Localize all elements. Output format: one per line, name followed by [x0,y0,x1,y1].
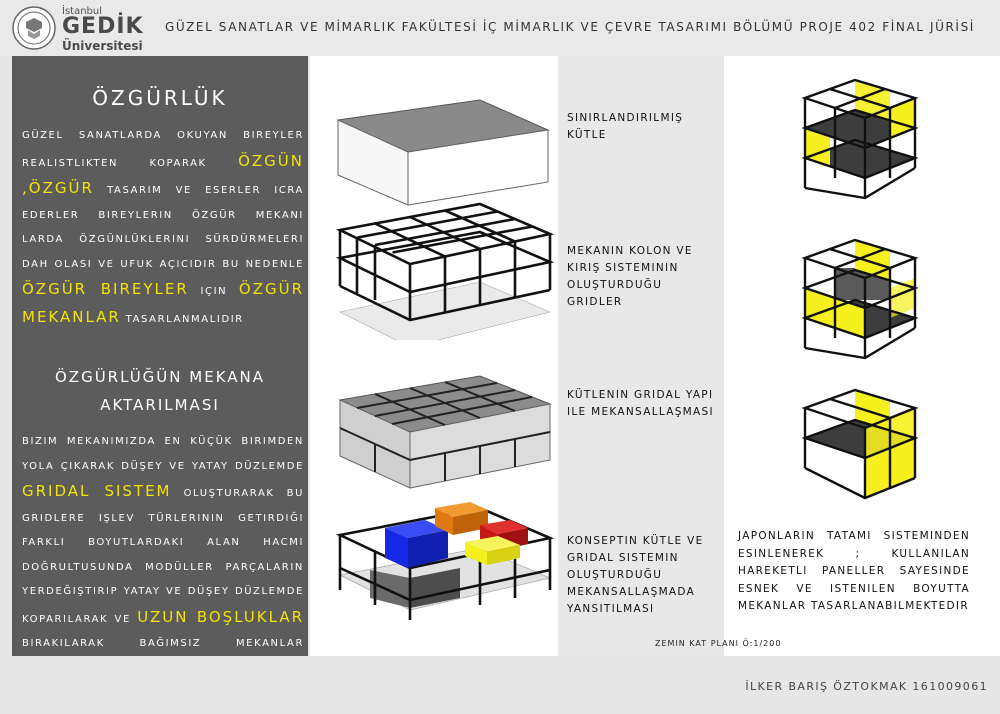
p1-highlight-1: ÖZGÜN ,ÖZGÜR [22,151,304,197]
p2-text-a: BIZIM MEKANIMIZDA EN KÜÇÜK BIRIMDEN YOLA ÇIKARAK DÜŞEY VE YATAY DÜZLEMDE [22,436,304,472]
p1-highlight-2: ÖZGÜR BIREYLER [22,280,189,298]
title-transfer-1: ÖZGÜRLÜĞÜN MEKANA [54,368,266,386]
logo-name: GEDİK [62,14,144,39]
tatami-cube-1 [795,70,925,200]
university-logo [12,6,152,52]
diagram-mass-with-grid [330,370,570,500]
p1-text-a: GÜZEL SANATLARDA OKUYAN BIREYLER REALISTLIKTEN KOPARAK [22,130,304,169]
p2-highlight-2: UZUN BOŞLUKLAR [137,607,305,626]
title-transfer-2: AKTARILMASI [100,396,220,414]
paragraph-transfer [22,430,304,681]
title-freedom: ÖZGÜRLÜK [92,86,228,110]
author-name: İLKER BARIŞ ÖZTOKMAK 161009061 [745,680,988,693]
logo-city: İstanbul [62,6,103,17]
caption-solid-mass: SINIRLANDIRILMIŞ KÜTLE [567,112,684,141]
p1-text-c: IÇIN [200,286,228,297]
p1-highlight-3: ÖZGÜR MEKANLAR [22,280,305,326]
p2-highlight-1: GRIDAL SISTEM [22,482,172,500]
caption-concept-modules: KONSEPTIN KÜTLE VE GRIDAL SISTEMIN OLUŞTURDUĞU MEKANSALLAŞMADA YANSITILMASI [567,535,704,615]
paragraph-freedom [22,124,304,332]
p2-text-c: BIRAKILARAK BAĞIMSIZ MEKANLAR [22,638,304,649]
university-seal-icon [12,6,56,50]
logo-sub: Üniversitesi [62,39,143,53]
p2-text-b: OLUŞTURARAK BU GRIDLERE IŞLEV TÜRLERININ GETIRDIĞI FARKLI BOYUTLARDAKI ALAN HACMI DOĞRULTUSUNDA MODÜLLER PARÇALARIN YERDEĞIŞTIRIP YATAY VE DÜŞEY DÜZLEMDE KOPARILARAK VE [22,488,304,625]
diagram-solid-mass [330,90,570,210]
diagram-concept-modules [330,490,570,630]
tatami-cube-2 [795,230,925,360]
tatami-description: JAPONLARIN TATAMI SISTEMINDEN ESINLENEREK ; KULLANILAN HAREKETLI PANELLER SAYESINDE ESNEK VE ISTENILEN BOYUTTA MEKANLAR TASARLANABILMEKTEDIR [738,530,970,612]
header [0,0,1000,56]
caption-grid-frame: MEKANIN KOLON VE KIRIŞ SISTEMININ OLUŞTURDUĞU GRIDLER [567,245,693,308]
page-title: GÜZEL SANATLAR VE MİMARLIK FAKÜLTESİ İÇ MİMARLIK VE ÇEVRE TASARIMI BÖLÜMÜ PROJE 402 FİNAL JÜRİSİ [165,20,975,34]
diagram-grid-frame [330,200,570,340]
footer [0,658,1000,714]
caption-mass-with-grid: KÜTLENIN GRIDAL YAPI ILE MEKANSALLAŞMASI [567,389,714,418]
plan-scale-label: ZEMIN KAT PLANI Ö:1/200 [655,639,782,648]
p1-text-d: TASARLANMALIDIR [125,313,244,325]
concept-panel [12,56,308,656]
tatami-cube-3 [795,380,925,510]
p1-text-b: TASARIM VE ESERLER ICRA EDERLER BIREYLERIN ÖZGÜR MEKANI LARDA ÖZGÜNLÜKLERINI SÜRDÜRMELERI DAH OLASI VE UFUK AÇICIDIR BU NEDENLE [22,185,305,270]
